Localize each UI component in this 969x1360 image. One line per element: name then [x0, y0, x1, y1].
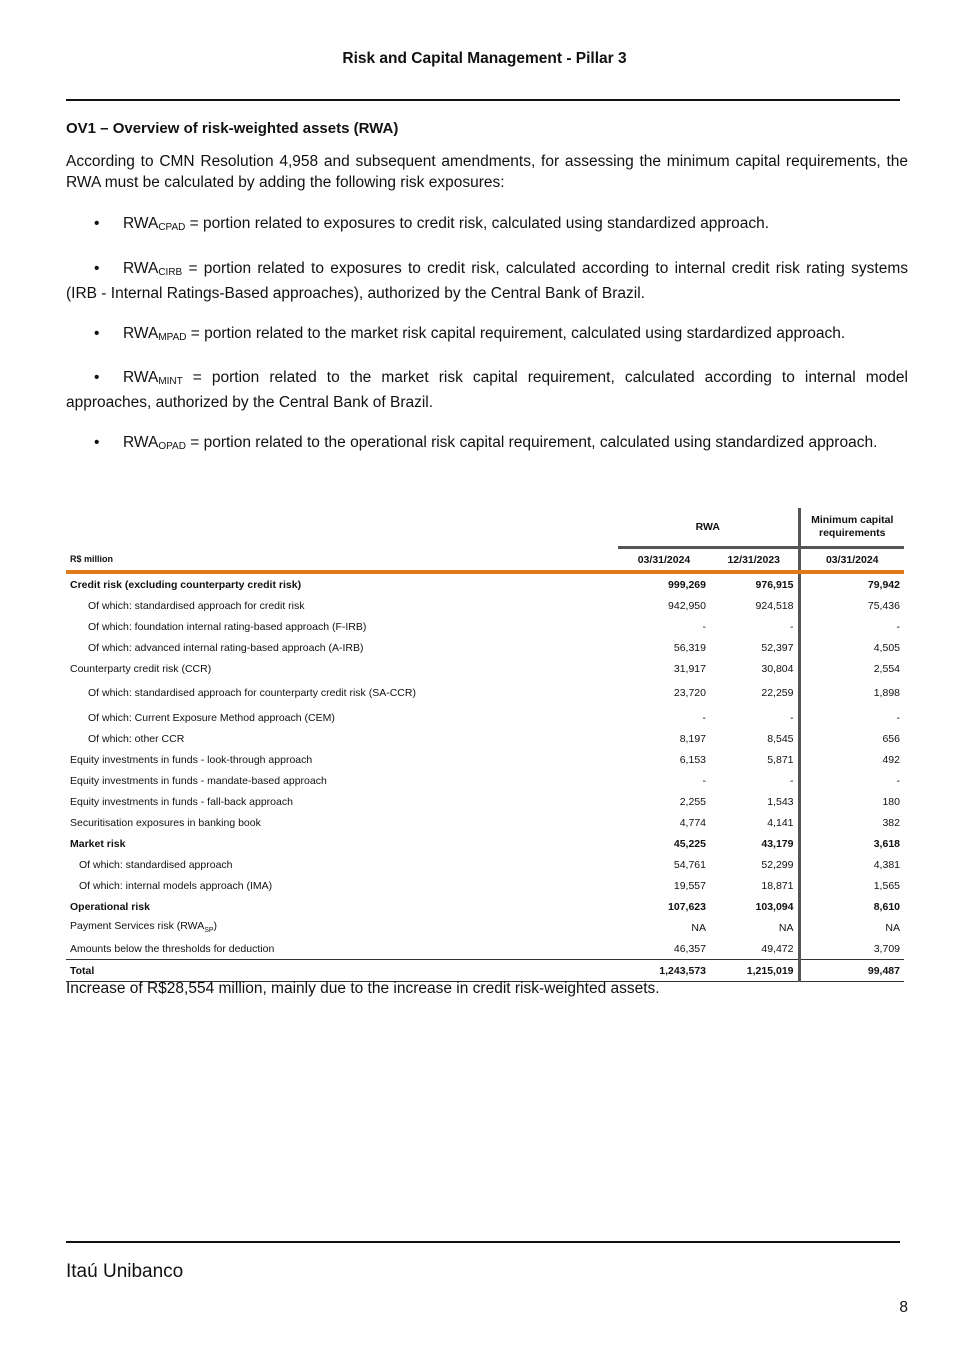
col-header: 03/31/2024 [618, 548, 710, 573]
bullet-item: • $RWA_{CIRB}$ = portion related to exposures to credit risk, calculated according to internal credit risk rating systems (IRB - Internal Ratings-Based approaches), authorized by the Central Bank of Brazil. [66, 260, 908, 302]
bullet-icon: • [94, 215, 100, 232]
table-row: Of which: foundation internal rating-based approach (F-IRB) - - - [66, 616, 904, 637]
table-row: Amounts below the thresholds for deduction 46,357 49,472 3,709 [66, 938, 904, 960]
table-row: Equity investments in funds - fall-back approach 2,255 1,543 180 [66, 791, 904, 812]
bullet-icon: • [94, 325, 100, 342]
bullet-icon: • [94, 434, 100, 451]
page-number: 8 [899, 1299, 908, 1316]
table-row: Of which: internal models approach (IMA) 19,557 18,871 1,565 [66, 875, 904, 896]
section-title: OV1 – Overview of risk-weighted assets (RWA) [66, 120, 399, 137]
table-row: Counterparty credit risk (CCR) 31,917 30,804 2,554 [66, 658, 904, 679]
table-row: Equity investments in funds - look-through approach 6,153 5,871 492 [66, 749, 904, 770]
table-row: Operational risk 107,623 103,094 8,610 [66, 896, 904, 917]
bullet-item: • $RWA_{CPAD}$ = portion related to exposures to credit risk, calculated using standardized approach. [66, 213, 908, 238]
table-row: Of which: standardised approach 54,761 52,299 4,381 [66, 854, 904, 875]
header-rule [66, 99, 900, 101]
table-row: Market risk 45,225 43,179 3,618 [66, 833, 904, 854]
table-row: Securitisation exposures in banking book 4,774 4,141 382 [66, 812, 904, 833]
table-row: Equity investments in funds - mandate-based approach - - - [66, 770, 904, 791]
col-header: 03/31/2024 [799, 548, 904, 573]
page-header-title: Risk and Capital Management - Pillar 3 [342, 50, 627, 67]
unit-label: R$ million [66, 548, 618, 573]
table-row: Of which: standardised approach for counterparty credit risk (SA-CCR) 23,720 22,259 1,898 [66, 679, 904, 707]
rwa-group-header: RWA [618, 508, 799, 548]
min-capital-group-header: Minimum capital requirements [799, 508, 904, 548]
bullet-icon: • [94, 369, 100, 386]
table-group-header [66, 508, 904, 548]
table-row: Of which: other CCR 8,197 8,545 656 [66, 728, 904, 749]
table-row: Payment Services risk $(RWA_{SP})$ NA NA NA [66, 917, 904, 938]
col-header: 12/31/2023 [710, 548, 799, 573]
intro-paragraph: According to CMN Resolution 4,958 and subsequent amendments, for assessing the minimum capital requirements, the RWA must be calculated by adding the following risk exposures: [66, 153, 908, 191]
table-row: Of which: standardised approach for credit risk 942,950 924,518 75,436 [66, 595, 904, 616]
bullet-icon: • [94, 260, 100, 277]
closing-paragraph: Increase of R$28,554 million, mainly due to the increase in credit risk-weighted assets. [66, 980, 660, 997]
footer-brand: Itaú Unibanco [66, 1261, 184, 1282]
bullet-item: • $RWA_{MINT}$ = portion related to the market risk capital requirement, calculated according to internal model approaches, authorized by the Central Bank of Brazil. [66, 369, 908, 411]
bullet-item: • $RWA_{MPAD}$ = portion related to the market risk capital requirement, calculated using stardardized approach. [66, 323, 908, 348]
footer-rule [66, 1241, 900, 1243]
rwa-table [66, 508, 904, 982]
table-row: Credit risk (excluding counterparty credit risk) 999,269 976,915 79,942 [66, 572, 904, 595]
bullet-item: • $RWA_{OPAD}$ = portion related to the operational risk capital requirement, calculated using standardized approach. [66, 432, 908, 457]
table-total-row: Total 1,243,573 1,215,019 99,487 [66, 960, 904, 982]
table-row: Of which: advanced internal rating-based approach (A-IRB) 56,319 52,397 4,505 [66, 637, 904, 658]
table-column-header [66, 548, 904, 573]
table-row: Of which: Current Exposure Method approach (CEM) - - - [66, 707, 904, 728]
